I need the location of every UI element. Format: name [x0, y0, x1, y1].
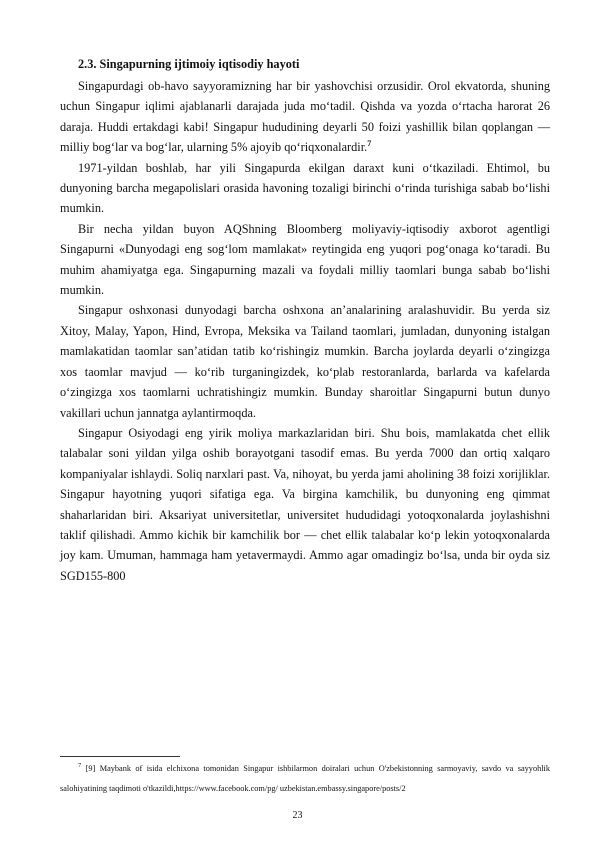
- paragraph-text: 1971-yildan boshlab, har yili Singapurda ekilgan daraxt kuni o‘tkaziladi. Ehtimol, bu dunyoning barcha megapolislari orasida havoning tozaligi birinchi o‘rinda turishiga sabab bo‘lishi mumkin.: [60, 160, 550, 216]
- footnote-number: 7: [78, 762, 82, 770]
- document-body: [60, 54, 550, 586]
- footnote: [60, 759, 550, 799]
- footnote-separator: [60, 756, 180, 757]
- section-heading: 2.3. Singapurning ijtimoiy iqtisodiy hayoti: [78, 57, 300, 71]
- page-number: 23: [292, 810, 303, 821]
- paragraph-text: Singapur Osiyodagi eng yirik moliya markazlaridan biri. Shu bois, mamlakatda chet ellik talabalar soni yildan yilga oshib borayotgani tasodif emas. Bu yerda 7000 dan ortiq xalqaro kompaniyalar ishlaydi. Soliq narxlari past. Va, nihoyat, bu yerda jami aholining 38 foizi xorijliklar. Singapur hayotning yuqori sifatiga ega. Va birgina kamchilik, bu dunyoning eng qimmat shaharlaridan biri. Aksariyat universitetlar, universitet hududidagi yotoqxonalarda joylashishni taklif qilishadi. Ammo kichik bir kamchilik bor — chet ellik talabalar ko‘p lekin yotoqxonalarda joy kam. Umuman, hammaga ham yetavermaydi. Ammo agar omadingiz bo‘lsa, unda bir oyda siz SGD155-800: [60, 425, 550, 583]
- paragraph-text: Singapurdagi ob-havo sayyoramizning har bir yashovchisi orzusidir. Orol ekvatorda, shuning uchun Singapur iqlimi ajablanarli darajada juda mo‘tadil. Qishda va yozda o‘rtacha harorat 26 daraja. Huddi ertakdagi kabi! Singapur hududining deyarli 50 foizi yashillik bilan qoplangan — milliy bog‘lar va bog‘lar, ularning 5% ajoyib qo‘riqxonalardir.: [60, 79, 550, 155]
- footnote-text: [9] Maybank of isida elchixona tomonidan Singapur ishbilarmon doiralari uchun O'zbekistonning sarmoyaviy, savdo va sayyohlik salohiyatining taqdimoti o'tkazildi,https://www.facebook.com/pg/ uzbekistan.embassy.singapore/posts/2: [60, 764, 551, 793]
- paragraph-tree-day: [60, 158, 550, 219]
- paragraph-finance: [60, 423, 550, 586]
- paragraph-bloomberg: [60, 219, 550, 301]
- paragraph-text: Singapur oshxonasi dunyodagi barcha oshxona an’analarining aralashuvidir. Bu yerda siz Xitoy, Malay, Yapon, Hind, Evropa, Meksika va Tailand taomlari, jumladan, dunyoning istalgan mamlakatidan taomlar san’atidan tatib ko‘rishingiz mumkin. Barcha joylarda deyarli o‘zingizga xos taomlar mavjud — ko‘rib turganingizdek, ko‘plab restoranlarda, barlarda va kafelarda o‘zingizga xos taomlarni uchratishingiz mumkin. Bunday sharoitlar Singapurni butun dunyo vakillari uchun jannatga aylantirmoqda.: [60, 303, 550, 420]
- footnote-ref[interactable]: 7: [367, 139, 372, 149]
- paragraph-cuisine: [60, 300, 550, 422]
- paragraph-climate: [60, 76, 550, 158]
- paragraph-text: Bir necha yildan buyon AQShning Bloomberg moliyaviy-iqtisodiy axborot agentligi Singapurni «Dunyodagi eng sog‘lom mamlakat» reytingida eng yuqori pog‘onaga ko‘taradi. Bu muhim ahamiyatga ega. Singapurning mazali va foydali milliy taomlari bunga sabab bo‘lishi mumkin.: [60, 221, 550, 298]
